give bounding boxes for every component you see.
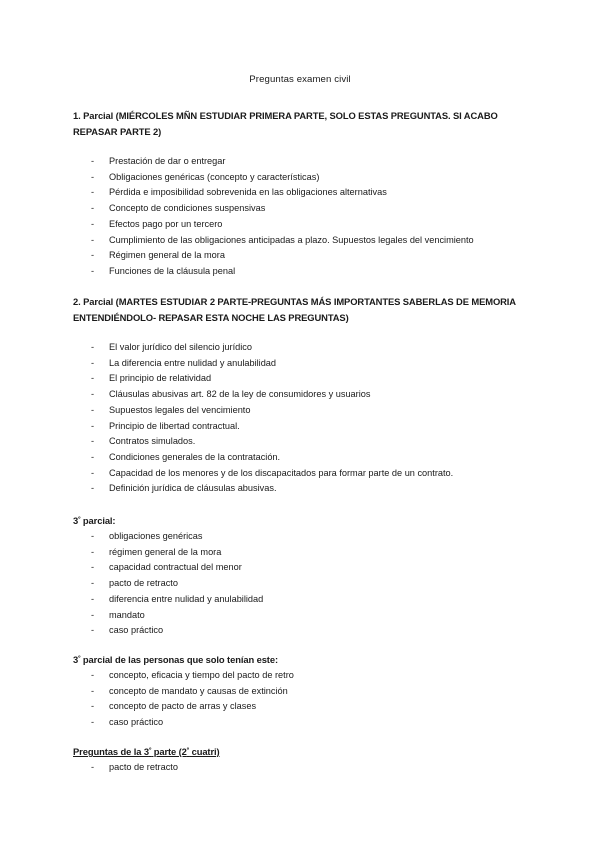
- section-heading: [73, 108, 533, 140]
- list-item: [73, 201, 533, 217]
- list-item-text: caso práctico: [109, 625, 164, 636]
- bullet-dash: -: [91, 404, 95, 415]
- heading-text: Preguntas de la 3: [73, 746, 149, 757]
- bullet-dash: -: [91, 342, 95, 352]
- list-item: [73, 684, 533, 700]
- list-item: [73, 466, 533, 482]
- list-item: [73, 545, 533, 561]
- list-item-text: Cláusulas abusivas art. 82 de la ley de consumidores y usuarios: [109, 389, 371, 400]
- heading-line: 2. Parcial (MARTES ESTUDIAR 2 PARTE-PREGUNTAS MÁS IMPORTANTES SABERLAS DE MEMORIA: [73, 296, 516, 307]
- list-item-text: capacidad contractual del menor: [109, 562, 242, 573]
- list-item: [73, 248, 533, 264]
- list-item: [73, 264, 533, 280]
- list-item-text: Capacidad de los menores y de los discapacitados para formar parte de un contrato.: [109, 467, 454, 478]
- bullet-dash: -: [91, 467, 95, 478]
- list-item: [73, 340, 533, 356]
- list-item: [73, 623, 533, 639]
- question-list: [73, 668, 533, 731]
- list-item: [73, 529, 533, 545]
- list-item: [73, 450, 533, 466]
- list-item: [73, 419, 533, 435]
- list-item: [73, 356, 533, 372]
- list-item: [73, 387, 533, 403]
- section-heading: [73, 294, 533, 326]
- heading-text: parcial:: [80, 515, 116, 526]
- bullet-dash: -: [91, 531, 95, 541]
- list-item: [73, 592, 533, 608]
- list-item-text: La diferencia entre nulidad y anulabilidad: [109, 357, 277, 368]
- list-item-text: caso práctico: [109, 717, 164, 728]
- section-parcial-1: [73, 108, 533, 280]
- list-item: [73, 434, 533, 450]
- bullet-dash: -: [91, 762, 95, 772]
- heading-text: parcial de las personas que solo tenían este:: [80, 654, 278, 665]
- list-item: [73, 668, 533, 684]
- question-list: [73, 340, 533, 497]
- list-item: [73, 576, 533, 592]
- bullet-dash: -: [91, 250, 95, 261]
- list-item-text: Régimen general de la mora: [109, 250, 225, 261]
- list-item-text: Definición jurídica de cláusulas abusivas.: [109, 483, 277, 494]
- heading-text: 3: [73, 654, 79, 665]
- heading-text: parte (2: [151, 746, 187, 757]
- list-item: [73, 715, 533, 731]
- list-item-text: Funciones de la cláusula penal: [109, 265, 236, 276]
- bullet-dash: -: [91, 420, 95, 431]
- bullet-dash: -: [91, 187, 95, 198]
- bullet-dash: -: [91, 171, 95, 182]
- list-item-text: Condiciones generales de la contratación.: [109, 451, 281, 462]
- list-item-text: Cumplimiento de las obligaciones anticipadas a plazo. Supuestos legales del vencimiento: [109, 234, 474, 245]
- list-item-text: Concepto de condiciones suspensivas: [109, 203, 266, 214]
- list-item: [73, 481, 533, 497]
- bullet-dash: -: [91, 670, 95, 680]
- bullet-dash: -: [91, 546, 95, 557]
- list-item: [73, 154, 533, 170]
- question-list: [73, 760, 533, 776]
- bullet-dash: -: [91, 717, 95, 728]
- heading-text: 3: [73, 515, 79, 526]
- ordinal-mark: º: [78, 516, 81, 523]
- list-item-text: Efectos pago por un tercero: [109, 218, 223, 229]
- bullet-dash: -: [91, 609, 95, 620]
- list-item: [73, 185, 533, 201]
- bullet-dash: -: [91, 389, 95, 400]
- bullet-dash: -: [91, 265, 95, 276]
- section-preguntas-3-parte: [73, 743, 533, 776]
- bullet-dash: -: [91, 701, 95, 712]
- list-item-text: pacto de retracto: [109, 578, 178, 589]
- heading-text: cuatri): [189, 746, 220, 757]
- list-item-text: concepto, eficacia y tiempo del pacto de retro: [109, 670, 294, 680]
- list-item: [73, 371, 533, 387]
- bullet-dash: -: [91, 625, 95, 636]
- bullet-dash: -: [91, 357, 95, 368]
- list-item-text: concepto de pacto de arras y clases: [109, 701, 257, 712]
- bullet-dash: -: [91, 234, 95, 245]
- section-parcial-2: [73, 294, 533, 497]
- list-item: [73, 699, 533, 715]
- list-item: [73, 560, 533, 576]
- section-heading: [73, 743, 533, 760]
- list-item-text: concepto de mandato y causas de extinción: [109, 685, 288, 696]
- bullet-dash: -: [91, 451, 95, 462]
- question-list: [73, 529, 533, 639]
- list-item-text: Obligaciones genéricas (concepto y características): [109, 171, 320, 182]
- list-item-text: régimen general de la mora: [109, 546, 222, 557]
- bullet-dash: -: [91, 685, 95, 696]
- section-heading: [73, 651, 533, 668]
- list-item-text: Principio de libertad contractual.: [109, 420, 240, 431]
- bullet-dash: -: [91, 156, 95, 166]
- list-item: [73, 403, 533, 419]
- section-parcial-3-alt: [73, 651, 533, 731]
- section-heading: [73, 512, 533, 529]
- list-item-text: Prestación de dar o entregar: [109, 156, 226, 166]
- bullet-dash: -: [91, 218, 95, 229]
- bullet-dash: -: [91, 562, 95, 573]
- list-item: [73, 217, 533, 233]
- document-title: Preguntas examen civil: [249, 74, 351, 85]
- heading-line: 1. Parcial (MIÉRCOLES MÑN ESTUDIAR PRIMERA PARTE, SOLO ESTAS PREGUNTAS. SI ACABO: [73, 110, 498, 121]
- bullet-dash: -: [91, 483, 95, 494]
- heading-line: REPASAR PARTE 2): [73, 126, 162, 137]
- ordinal-mark: º: [186, 747, 190, 754]
- section-parcial-3: [73, 512, 533, 639]
- list-item-text: mandato: [109, 609, 145, 620]
- list-item-text: El principio de relatividad: [109, 373, 212, 384]
- list-item-text: pacto de retracto: [109, 762, 178, 772]
- bullet-dash: -: [91, 436, 95, 447]
- list-item: [73, 608, 533, 624]
- list-item: [73, 760, 533, 776]
- bullet-dash: -: [91, 578, 95, 589]
- question-list: [73, 154, 533, 280]
- list-item-text: obligaciones genéricas: [109, 531, 203, 541]
- bullet-dash: -: [91, 373, 95, 384]
- ordinal-mark: º: [148, 747, 152, 754]
- list-item-text: Pérdida e imposibilidad sobrevenida en las obligaciones alternativas: [109, 187, 387, 198]
- list-item-text: Supuestos legales del vencimiento: [109, 404, 251, 415]
- ordinal-mark: º: [78, 655, 81, 662]
- list-item-text: diferencia entre nulidad y anulabilidad: [109, 593, 264, 604]
- list-item-text: El valor jurídico del silencio jurídico: [109, 342, 252, 352]
- heading-line: ENTENDIÉNDOLO- REPASAR ESTA NOCHE LAS PREGUNTAS): [73, 312, 349, 323]
- list-item-text: Contratos simulados.: [109, 436, 196, 447]
- list-item: [73, 170, 533, 186]
- list-item: [73, 233, 533, 249]
- bullet-dash: -: [91, 203, 95, 214]
- bullet-dash: -: [91, 593, 95, 604]
